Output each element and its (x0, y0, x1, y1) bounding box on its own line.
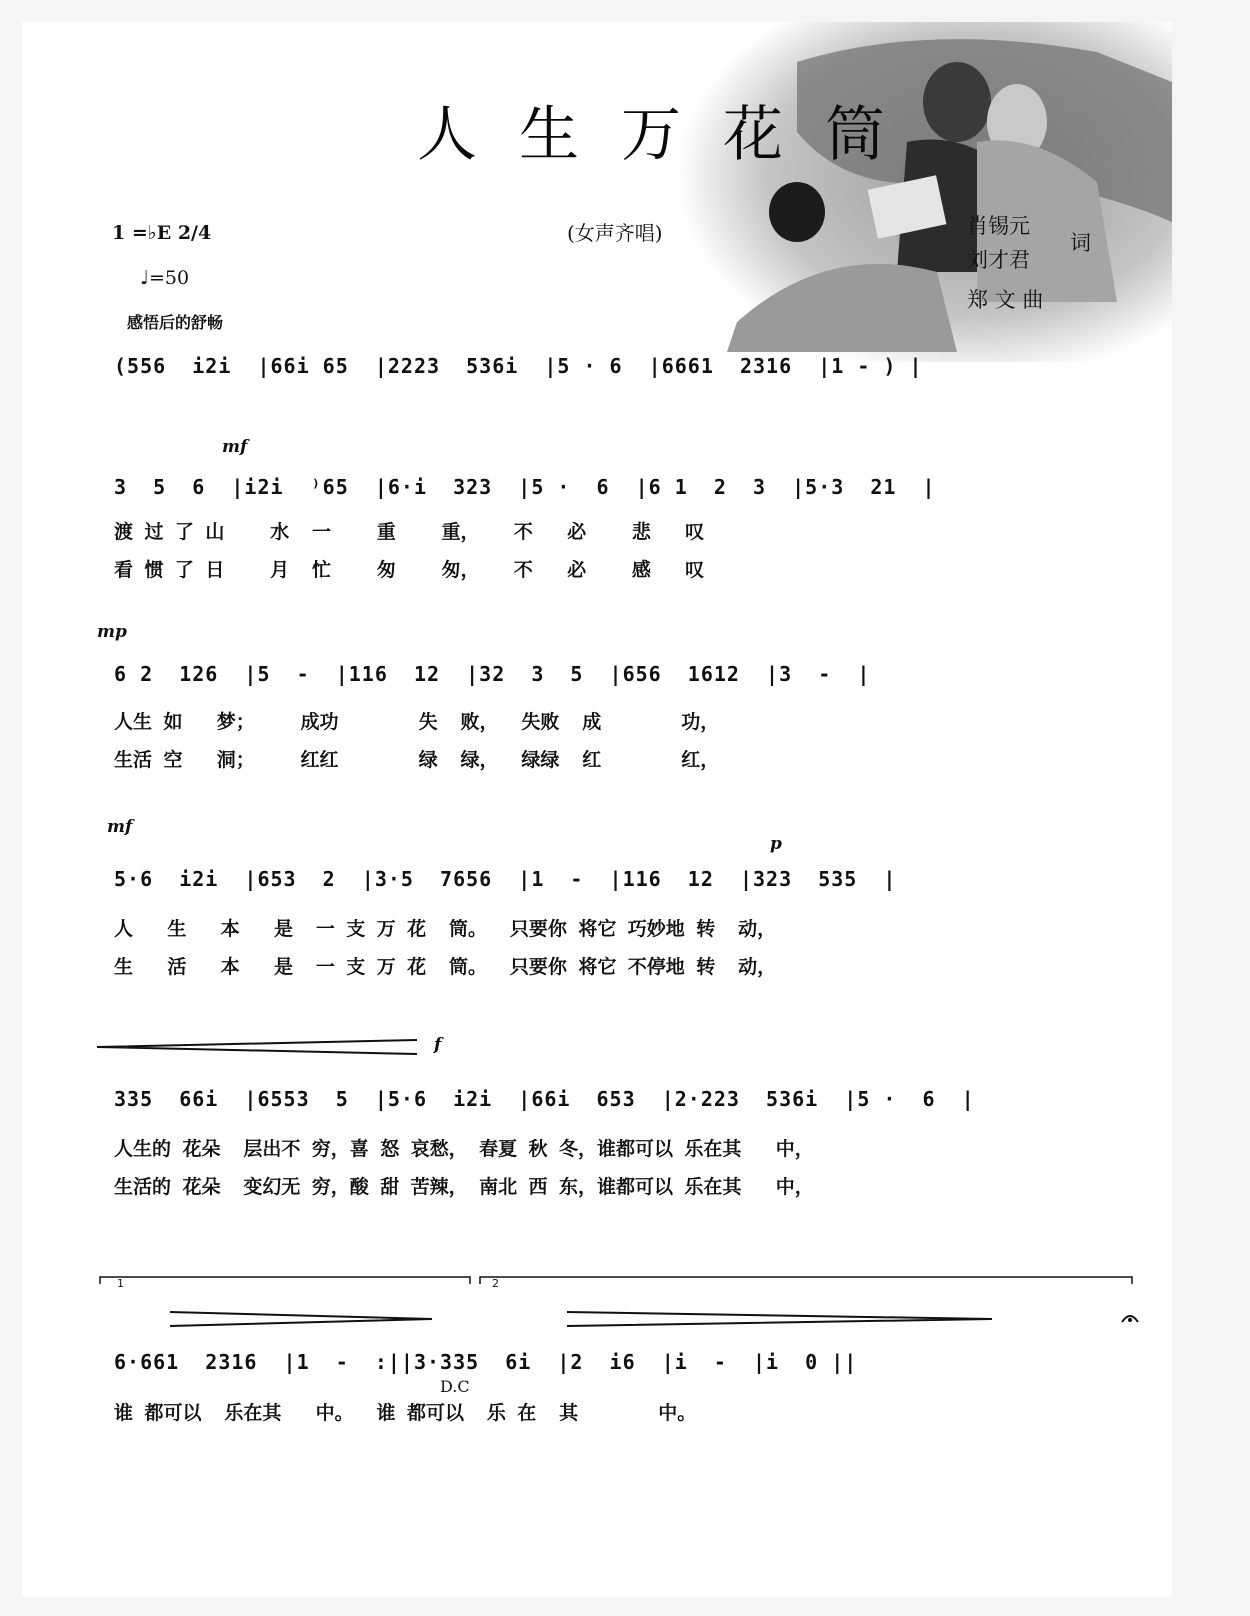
dynamic-mark: mf (107, 817, 133, 837)
dynamic-mark: mp (97, 622, 127, 642)
lyricist-2: 刘才君 (967, 248, 1030, 272)
volta-1: 1 (117, 1277, 124, 1290)
lyric-verse-1: 渡 过 了 山 水 一 重 重， 不 必 悲 叹 (114, 521, 705, 543)
key-signature: 1 =♭E 2/4 (112, 222, 212, 244)
notation-line-2: 3 5 6 |i2i ⁾65 |6·i 323 |5 · 6 |6 1 2 3 |5·3 21 | (114, 475, 936, 499)
lyricist-1: 肖锡元 (967, 214, 1030, 238)
notation-line-3: 6 2 126 |5 - |116 12 |32 3 5 |656 1612 |3 - | (114, 662, 871, 686)
lyric-verse-2: 看 惯 了 日 月 忙 匆 匆， 不 必 感 叹 (114, 559, 705, 581)
dc-mark: D.C (440, 1377, 470, 1396)
lyric-verse-2: 生活 空 洞； 红红 绿 绿， 绿绿 红 红， (114, 749, 720, 771)
lyric-label: 词 (1070, 231, 1091, 255)
notation-line-4: 5·6 i2i |653 2 |3·5 7656 |1 - |116 12 |323 535 | (114, 867, 897, 891)
lyric-verse-1: 谁 都可以 乐在其 中。 谁 都可以 乐 在 其 中。 (114, 1402, 697, 1424)
dynamic-mark: p (770, 834, 782, 854)
composer: 郑 文 曲 (967, 288, 1044, 312)
dynamic-mark: f (434, 1035, 442, 1055)
lyric-verse-1: 人生 如 梦； 成功 失 败， 失败 成 功， (114, 711, 720, 733)
volta-2: 2 (492, 1277, 499, 1290)
subtitle: (女声齐唱) (567, 221, 663, 245)
mood-mark: 感悟后的舒畅 (127, 313, 224, 332)
notation-line-6: 6·661 2316 |1 - :||3·335 6i |2 i6 |i - |i 0 || (114, 1350, 858, 1374)
lyric-verse-1: 人 生 本 是 一 支 万 花 筒。 只要你 将它 巧妙地 转 动， (114, 918, 777, 940)
dynamic-mark: mf (222, 437, 248, 457)
tempo-mark: ♩=50 (140, 267, 190, 289)
sheet-music-page (22, 22, 1172, 1597)
notation-line-5: 335 66i |6553 5 |5·6 i2i |66i 653 |2·223 536i |5 · 6 | (114, 1087, 975, 1111)
notation-line-1: (556 i2i |66i 65 |2223 536i |5 · 6 |6661 2316 |1 - ) | (114, 354, 923, 378)
song-title: 人生万花筒 (417, 100, 927, 170)
lyric-verse-2: 生活的 花朵 变幻无 穷，酸 甜 苦辣， 南北 西 东，谁都可以 乐在其 中， (114, 1176, 814, 1198)
lyric-verse-2: 生 活 本 是 一 支 万 花 筒。 只要你 将它 不停地 转 动， (114, 956, 777, 978)
lyric-verse-1: 人生的 花朵 层出不 穷，喜 怒 哀愁， 春夏 秋 冬，谁都可以 乐在其 中， (114, 1138, 814, 1160)
